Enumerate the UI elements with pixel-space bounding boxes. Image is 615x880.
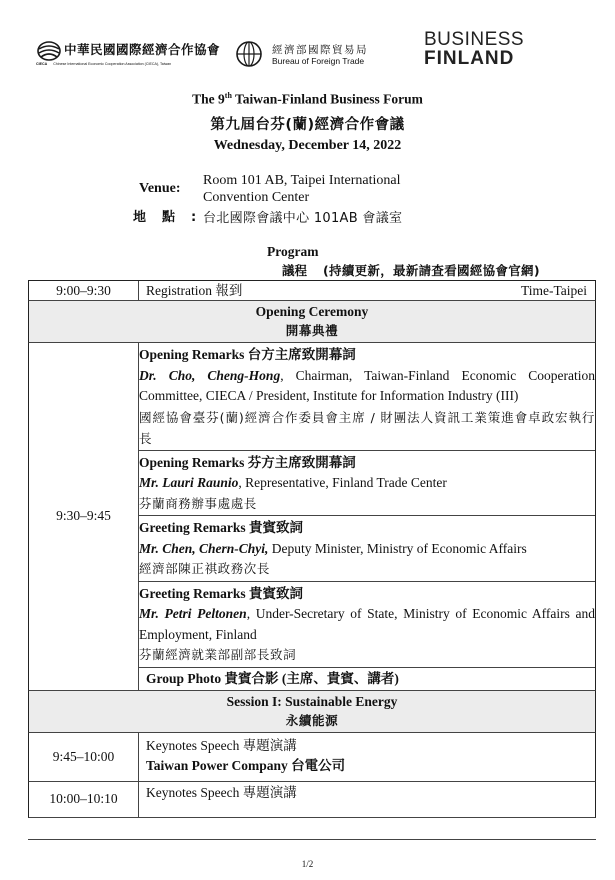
table-row-opening-ceremony — [28, 301, 596, 343]
business-finland-logo — [424, 30, 554, 68]
place-text-zh: 台北國際會議中心 101AB 會議室 — [203, 211, 403, 226]
list-item: Greeting Remarks 貴賓致詞 Mr. Petri Peltonen, Under-Secretary of State, Ministry of Economic Affairs and Employment, Finland 芬蘭經濟就業部副部長致詞 — [139, 582, 595, 668]
cieca-abbr: CIECA — [36, 62, 48, 66]
page-number: 1/2 — [301, 859, 314, 869]
timezone-note: Time-Taipei — [520, 283, 587, 298]
list-item: Opening Remarks 台方主席致開幕詞 Dr. Cho, Cheng-Hong, Chairman, Taiwan-Finland Economic Cooperation Committee, CIECA / President, Institute for Information Industry (III) 國經協會臺芬(蘭)經濟合作委員會主席 / 財團法人資訊工業策進會卓政宏執行長 — [139, 343, 595, 451]
bft-name-zh: 經濟部國際貿易局 — [272, 44, 368, 56]
cieca-logo — [36, 38, 221, 74]
cieca-globe-icon — [36, 40, 62, 62]
schedule-table — [28, 280, 596, 818]
table-row-registration — [28, 281, 596, 301]
bft-emblem-icon — [234, 40, 264, 68]
program-heading: Program — [267, 244, 319, 259]
table-row-session1 — [28, 691, 596, 733]
forum-title-zh: 第九屆台芬(蘭)經濟合作會議 — [210, 117, 405, 133]
footer-divider — [28, 839, 596, 840]
keynote1-cell: Keynotes Speech 專題演講 Taiwan Power Company 台電公司 — [146, 737, 346, 773]
forum-title-en: The 9th Taiwan-Finland Business Forum — [192, 91, 423, 107]
cieca-name-en: Chinese International Economic Cooperation Association (CIECA), Taiwan — [53, 62, 172, 66]
time-cell: 10:00–10:10 — [29, 782, 139, 817]
session1-header: Session I: Sustainable Energy 永續能源 — [29, 691, 595, 732]
time-cell: 9:00–9:30 — [29, 281, 139, 300]
program-note: (持續更新，最新請查看國經協會官網) — [323, 263, 540, 278]
time-cell: 9:45–10:00 — [29, 733, 139, 781]
registration-cell — [139, 281, 595, 300]
table-row-keynote2 — [28, 782, 596, 818]
cieca-name-zh: 中華民國國際經濟合作協會 — [64, 43, 221, 57]
bf-line1: BUSINESS — [424, 29, 525, 50]
cieca-subtitle — [36, 62, 171, 66]
list-item: Opening Remarks 芬方主席致開幕詞 Mr. Lauri Raunio, Representative, Finland Trade Center 芬蘭商務辦事處處長 — [139, 451, 595, 517]
bft-logo — [234, 40, 394, 70]
bf-line2: FINLAND — [424, 48, 515, 69]
place-label-zh: 地點: — [133, 210, 213, 225]
program-heading-zh: 議程 (持續更新，最新請查看國經協會官網) — [282, 263, 540, 278]
opening-items — [139, 343, 595, 690]
keynote2-cell: Keynotes Speech 專題演講 — [146, 784, 297, 800]
venue-text: Room 101 AB, Taipei International Convention Center — [203, 173, 401, 205]
venue-label: Venue: — [139, 181, 181, 196]
registration-label: Registration 報到 — [146, 283, 243, 298]
opening-ceremony-header: Opening Ceremony 開幕典禮 — [29, 301, 595, 342]
list-item: Group Photo 貴賓合影 (主席、貴賓、講者) — [146, 670, 399, 686]
table-row-opening-block — [28, 343, 596, 691]
list-item: Greeting Remarks 貴賓致詞 Mr. Chen, Chern-Chyi, Deputy Minister, Ministry of Economic Affairs 經濟部陳正祺政務次長 — [139, 516, 595, 582]
table-row-keynote1 — [28, 733, 596, 782]
bft-name-en: Bureau of Foreign Trade — [272, 56, 365, 66]
forum-date: Wednesday, December 14, 2022 — [213, 138, 402, 153]
time-cell: 9:30–9:45 — [29, 343, 139, 690]
